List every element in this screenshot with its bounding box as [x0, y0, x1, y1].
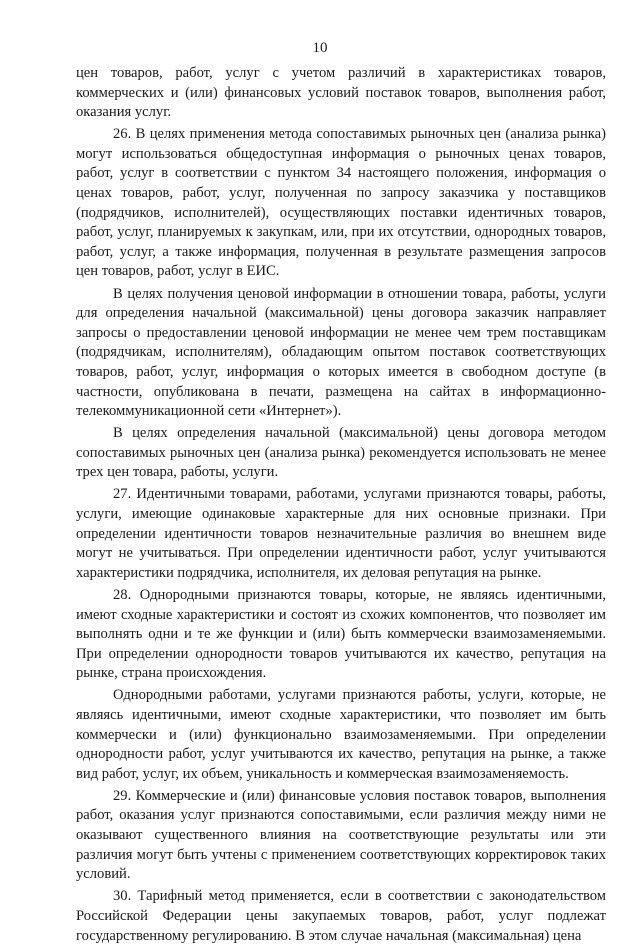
paragraph: 29. Коммерческие и (или) финансовые условия поставок товаров, выполнения работ, оказания услуг признаются сопоставимыми, если различия между ними не оказывают существенного влияния на соответствующие результаты или эти различия могут быть учтены с применением соответствующих корректировок таких условий.: [76, 787, 606, 883]
paragraph: 26. В целях применения метода сопоставимых рыночных цен (анализа рынка) могут использоваться общедоступная информация о рыночных ценах товаров, работ, услуг в соответствии с пунктом 34 настоящего положения, информация о ценах товаров, работ, услуг, полученная по запросу заказчика у поставщиков (подрядчиков, исполнителей), осуществляющих поставки идентичных товаров, работ, услуг, планируемых к закупкам, или, при их отсутствии, однородных товаров, работ, услуг, а также информация, полученная в результате размещения запросов цен товаров, работ, услуг в ЕИС.: [76, 126, 606, 280]
paragraph: В целях получения ценовой информации в отношении товара, работы, услуги для определения начальной (максимальной) цены договора заказчик направляет запросы о предоставлении ценовой информации не менее чем трем поставщикам (подрядчикам, исполнителям), обладающим опытом поставок соответствующих товаров, работ, услуг, информация о которых имеется в свободном доступе (в частности, опубликована в печати, размещена на сайтах в информационно-телекоммуникационной сети «Интернет»).: [76, 285, 606, 420]
paragraph: цен товаров, работ, услуг с учетом различий в характеристиках товаров, коммерческих и (или) финансовых условий поставок товаров, выполнения работ, оказания услуг.: [76, 65, 606, 121]
paragraph: В целях определения начальной (максимальной) цены договора методом сопоставимых рыночных цен (анализа рынка) рекомендуется использовать не менее трех цен товара, работы, услуги.: [76, 425, 606, 481]
document-body: [76, 64, 606, 949]
paragraph: 30. Тарифный метод применяется, если в соответствии с законодательством Российской Федерации цены закупаемых товаров, работ, услуг подлежат государственному регулированию. В этом случае начальная (максимальная) цена: [76, 888, 606, 944]
page-number: 10: [312, 40, 328, 56]
paragraph: 27. Идентичными товарами, работами, услугами признаются товары, работы, услуги, имеющие одинаковые характерные для них основные признаки. При определении идентичности товаров незначительные различия во внешнем виде могут не учитываться. При определении идентичности работ, услуг учитываются характеристики подрядчика, исполнителя, их деловая репутация на рынке.: [76, 486, 606, 581]
paragraph: Однородными работами, услугами признаются работы, услуги, которые, не являясь идентичными, имеют сходные характеристики, что позволяет им быть коммерчески и (или) функционально взаимозаменяемыми. При определении однородности работ, услуг учитываются их качество, репутация на рынке, а также вид работ, услуг, их объем, уникальность и коммерческая взаимозаменяемость.: [76, 687, 606, 782]
paragraph: 28. Однородными признаются товары, которые, не являясь идентичными, имеют сходные характеристики и состоят из схожих компонентов, что позволяет им выполнять одни и те же функции и (или) быть коммерчески взаимозаменяемыми. При определении однородности товаров учитываются их качество, репутация на рынке, страна происхождения.: [76, 586, 606, 682]
